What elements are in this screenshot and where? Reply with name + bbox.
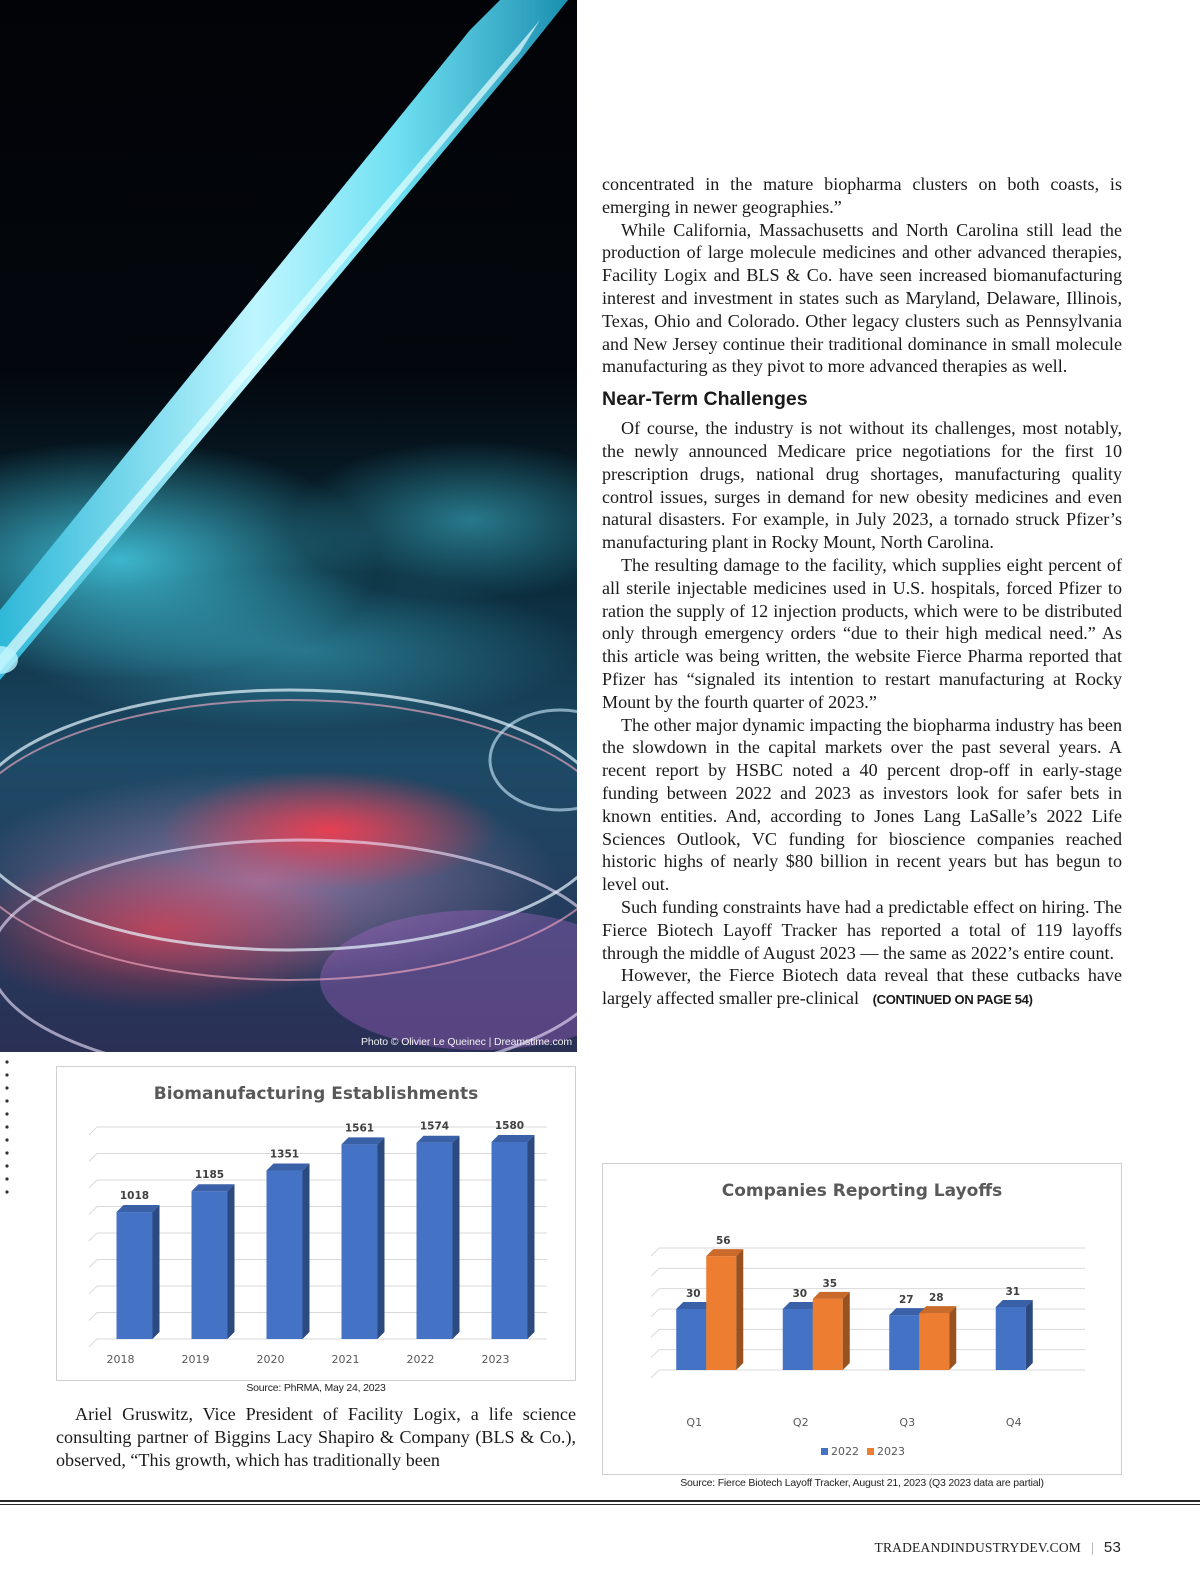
bar-Q1-2023 (706, 1249, 743, 1370)
x-tick-label: 2019 (181, 1353, 210, 1366)
footer (875, 1539, 1122, 1556)
article-paragraph: The other major dynamic impacting the biopharma industry has been the slowdown in the capital markets over the past several years. A recent report by HSBC noted a 40 percent drop-off in early-stage funding between 2022 and 2023 as investors look for safer bets in known entities. And, according to Jones Lang LaSalle’s 2022 Life Sciences Outlook, VC funding for bioscience companies reached historic highs of nearly $80 billion in recent years but has begun to level out. (602, 714, 1122, 895)
article-paragraph-text: However, the Fierce Biotech data reveal that these cutbacks have largely affected smaller pre-clinical (602, 965, 1122, 1009)
x-tick-label: Q1 (686, 1416, 703, 1429)
pipette-petri-dish-image (0, 0, 577, 1052)
bar-Q4-2022 (996, 1300, 1033, 1370)
data-label: 31 (1005, 1285, 1021, 1298)
continued-link[interactable]: (CONTINUED ON PAGE 54) (872, 992, 1033, 1008)
data-label: 1561 (344, 1122, 375, 1135)
article-paragraph: The resulting damage to the facility, which supplies eight percent of all sterile injectable medicines used in U.S. hospitals, forced Pfizer to ration the supply of 12 injection products, which were to be distributed only through emergency orders “due to their high medical need.” As this article was being written, the website Fierce Pharma reported that Pfizer has “signaled its intention to restart manufacturing at Rocky Mount by the fourth quarter of 2023.” (602, 554, 1122, 712)
bar-2023 (492, 1135, 535, 1339)
data-label: 35 (822, 1277, 838, 1290)
page-number: 53 (1103, 1539, 1121, 1556)
layoffs-chart (602, 1163, 1122, 1475)
dotted-accent (4, 1058, 10, 1198)
legend-label: 2022 (831, 1445, 859, 1458)
legend-swatch (821, 1448, 828, 1455)
article-paragraph (602, 964, 1122, 1012)
data-label: 27 (898, 1294, 914, 1307)
bar-Q3-2023 (919, 1306, 956, 1370)
chart-source: Source: PhRMA, May 24, 2023 (246, 1382, 386, 1394)
chart-title: Biomanufacturing Establishments (153, 1084, 479, 1104)
article-paragraph: Ariel Gruswitz, Vice President of Facility Logix, a life science consulting partner of Biggins Lacy Shapiro & Company (BLS & Co.), observed, “This growth, which has traditionally been (56, 1404, 576, 1470)
footer-rule (0, 1500, 1200, 1502)
footer-rule (0, 1504, 1200, 1505)
data-label: 30 (792, 1288, 808, 1300)
data-label: 1185 (194, 1169, 225, 1182)
legend-label: 2023 (877, 1445, 905, 1458)
bar-2020 (267, 1164, 310, 1339)
bar-2019 (192, 1184, 235, 1339)
article-column (602, 173, 1122, 1012)
bar-2022 (417, 1136, 460, 1339)
biomanufacturing-chart-svg (57, 1067, 575, 1380)
legend-swatch (867, 1448, 874, 1455)
x-tick-label: Q4 (1005, 1416, 1022, 1429)
footer-site[interactable]: TRADEANDINDUSTRYDEV.COM (874, 1540, 1081, 1555)
x-tick-label: 2022 (406, 1353, 435, 1366)
article-paragraph: Such funding constraints have had a predictable effect on hiring. The Fierce Biotech Layoff Tracker has reported a total of 119 layoffs through the middle of August 2023 — the same as 2022’s entire count. (602, 896, 1122, 963)
article-paragraph: concentrated in the mature biopharma clusters on both coasts, is emerging in newer geographies.” (602, 174, 1122, 217)
chart-title: Companies Reporting Layoffs (721, 1181, 1003, 1201)
bar-2021 (342, 1137, 385, 1339)
x-tick-label: Q2 (792, 1416, 809, 1429)
data-label: 1580 (494, 1119, 525, 1132)
data-label: 56 (715, 1235, 731, 1248)
x-tick-label: Q3 (899, 1416, 916, 1429)
biomanufacturing-chart (56, 1066, 576, 1381)
lab-photo (0, 0, 577, 1052)
data-label: 30 (685, 1288, 701, 1300)
data-label: 1018 (119, 1190, 150, 1203)
bar-Q2-2023 (813, 1292, 850, 1370)
footer-separator: | (1091, 1540, 1094, 1555)
x-tick-label: 2020 (256, 1353, 285, 1366)
x-tick-label: 2021 (331, 1353, 360, 1366)
data-label: 28 (928, 1292, 944, 1305)
x-tick-label: 2023 (481, 1353, 510, 1366)
left-column-text (56, 1403, 576, 1471)
article-paragraph: While California, Massachusetts and North Carolina still lead the production of large molecule medicines and other advanced therapies, Facility Logix and BLS & Co. have seen increased biomanufacturing interest and investment in states such as Maryland, Delaware, Illinois, Texas, Ohio and Colorado. Other legacy clusters such as Pennsylvania and New Jersey continue their traditional dominance in small molecule manufacturing as they pivot to more advanced therapies as well. (602, 219, 1122, 377)
layoffs-chart-svg (603, 1164, 1121, 1474)
section-heading: Near-Term Challenges (602, 388, 808, 411)
article-paragraph: Of course, the industry is not without its challenges, most notably, the newly announced Medicare price negotiations for the first 10 prescription drugs, national drug shortages, manufacturing quality control issues, surges in demand for new obesity medicines and even natural disasters. For example, in July 2023, a tornado struck Pfizer’s manufacturing plant in Rocky Mount, North Carolina. (602, 418, 1122, 553)
x-tick-label: 2018 (106, 1353, 135, 1366)
photo-credit: Photo © Olivier Le Queinec | Dreamstime.com (361, 1036, 572, 1048)
bar-2018 (117, 1205, 160, 1339)
data-label: 1351 (269, 1148, 300, 1161)
data-label: 1574 (419, 1120, 450, 1133)
chart-source: Source: Fierce Biotech Layoff Tracker, August 21, 2023 (Q3 2023 data are partial) (680, 1477, 1044, 1489)
